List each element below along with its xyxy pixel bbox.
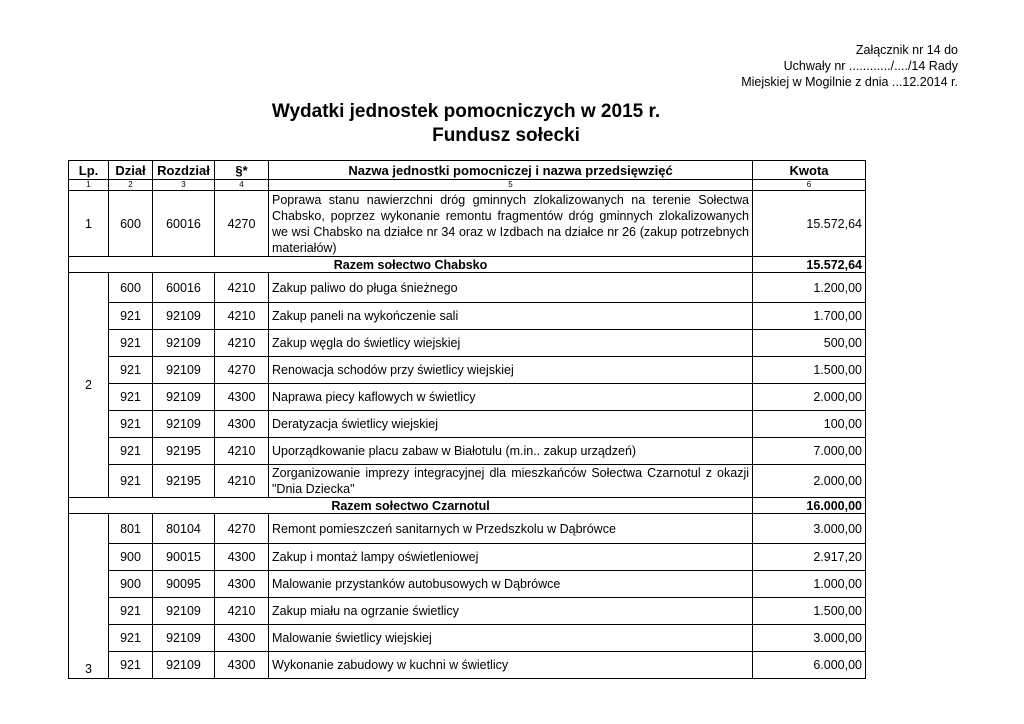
sum-label: Razem sołectwo Chabsko xyxy=(69,257,753,273)
header-dzial: Dział xyxy=(109,161,153,180)
header-name: Nazwa jednostki pomocniczej i nazwa przedsięwzięć xyxy=(269,161,753,180)
lp-cell: 3 xyxy=(69,514,109,679)
rozdzial-cell: 60016 xyxy=(153,273,215,303)
lp-cell: 1 xyxy=(69,191,109,257)
name-cell: Renowacja schodów przy świetlicy wiejskiej xyxy=(269,357,753,384)
kwota-cell: 7.000,00 xyxy=(753,438,866,465)
dzial-cell: 900 xyxy=(109,544,153,571)
table-row xyxy=(69,384,866,411)
kwota-cell: 1.700,00 xyxy=(753,303,866,330)
header-rozdzial: Rozdział xyxy=(153,161,215,180)
table-row xyxy=(69,544,866,571)
kwota-cell: 1.000,00 xyxy=(753,571,866,598)
name-cell: Uporządkowanie placu zabaw w Białotulu (m.in.. zakup urządzeń) xyxy=(269,438,753,465)
name-cell: Zakup paneli na wykończenie sali xyxy=(269,303,753,330)
table-header-row xyxy=(69,161,866,180)
kwota-cell: 1.500,00 xyxy=(753,357,866,384)
paragraph-cell: 4210 xyxy=(215,330,269,357)
paragraph-cell: 4210 xyxy=(215,273,269,303)
dzial-cell: 600 xyxy=(109,191,153,257)
dzial-cell: 600 xyxy=(109,273,153,303)
table-row xyxy=(69,330,866,357)
rozdzial-cell: 92109 xyxy=(153,598,215,625)
rozdzial-cell: 92109 xyxy=(153,384,215,411)
table-row xyxy=(69,652,866,679)
rozdzial-cell: 92109 xyxy=(153,330,215,357)
dzial-cell: 921 xyxy=(109,357,153,384)
paragraph-cell: 4270 xyxy=(215,357,269,384)
attachment-line-2: Uchwały nr ............/..../14 Rady xyxy=(783,59,958,73)
rozdzial-cell: 92109 xyxy=(153,652,215,679)
paragraph-cell: 4300 xyxy=(215,384,269,411)
rozdzial-cell: 92109 xyxy=(153,357,215,384)
paragraph-cell: 4300 xyxy=(215,571,269,598)
table-row xyxy=(69,191,866,257)
table-row xyxy=(69,303,866,330)
paragraph-cell: 4210 xyxy=(215,303,269,330)
dzial-cell: 921 xyxy=(109,465,153,498)
sum-value: 16.000,00 xyxy=(753,498,866,514)
name-cell: Remont pomieszczeń sanitarnych w Przedszkolu w Dąbrówce xyxy=(269,514,753,544)
dzial-cell: 921 xyxy=(109,303,153,330)
expenses-table xyxy=(68,160,866,679)
paragraph-cell: 4300 xyxy=(215,544,269,571)
dzial-cell: 801 xyxy=(109,514,153,544)
rozdzial-cell: 90095 xyxy=(153,571,215,598)
dzial-cell: 921 xyxy=(109,598,153,625)
lp-cell: 2 xyxy=(69,273,109,498)
table-row xyxy=(69,438,866,465)
paragraph-cell: 4300 xyxy=(215,411,269,438)
paragraph-cell: 4210 xyxy=(215,438,269,465)
table-row xyxy=(69,465,866,498)
name-cell: Malowanie świetlicy wiejskiej xyxy=(269,625,753,652)
sum-label: Razem sołectwo Czarnotul xyxy=(69,498,753,514)
kwota-cell: 1.200,00 xyxy=(753,273,866,303)
table-row xyxy=(69,273,866,303)
name-cell: Zakup węgla do świetlicy wiejskiej xyxy=(269,330,753,357)
rozdzial-cell: 80104 xyxy=(153,514,215,544)
rozdzial-cell: 92109 xyxy=(153,625,215,652)
name-cell: Poprawa stanu nawierzchni dróg gminnych zlokalizowanych na terenie Sołectwa Chabsko, poprzez wykonanie remontu fragmentów dróg gminnych zlokalizowanych we wsi Chabsko na działce nr 34 oraz w Izdbach na działce nr 26 (zakup potrzebnych materiałów) xyxy=(269,191,753,257)
dzial-cell: 921 xyxy=(109,330,153,357)
table-row xyxy=(69,598,866,625)
paragraph-cell: 4210 xyxy=(215,598,269,625)
table-row xyxy=(69,357,866,384)
kwota-cell: 15.572,64 xyxy=(753,191,866,257)
dzial-cell: 921 xyxy=(109,652,153,679)
header-lp: Lp. xyxy=(69,161,109,180)
col-number: 2 xyxy=(109,180,153,191)
paragraph-cell: 4300 xyxy=(215,625,269,652)
kwota-cell: 2.000,00 xyxy=(753,465,866,498)
table-row xyxy=(69,514,866,544)
dzial-cell: 921 xyxy=(109,384,153,411)
dzial-cell: 921 xyxy=(109,411,153,438)
kwota-cell: 100,00 xyxy=(753,411,866,438)
page-title xyxy=(0,100,932,148)
kwota-cell: 500,00 xyxy=(753,330,866,357)
rozdzial-cell: 92195 xyxy=(153,438,215,465)
rozdzial-cell: 92195 xyxy=(153,465,215,498)
dzial-cell: 921 xyxy=(109,625,153,652)
paragraph-cell: 4210 xyxy=(215,465,269,498)
rozdzial-cell: 92109 xyxy=(153,303,215,330)
table-row xyxy=(69,411,866,438)
kwota-cell: 3.000,00 xyxy=(753,625,866,652)
name-cell: Wykonanie zabudowy w kuchni w świetlicy xyxy=(269,652,753,679)
col-number: 3 xyxy=(153,180,215,191)
dzial-cell: 900 xyxy=(109,571,153,598)
table-row xyxy=(69,571,866,598)
col-number: 6 xyxy=(753,180,866,191)
kwota-cell: 2.000,00 xyxy=(753,384,866,411)
title-line-1: Wydatki jednostek pomocniczych w 2015 r. xyxy=(271,101,661,122)
attachment-note xyxy=(741,42,958,90)
col-number: 1 xyxy=(69,180,109,191)
kwota-cell: 1.500,00 xyxy=(753,598,866,625)
name-cell: Zakup paliwo do pługa śnieżnego xyxy=(269,273,753,303)
attachment-line-3: Miejskiej w Mogilnie z dnia ...12.2014 r. xyxy=(741,75,958,89)
kwota-cell: 2.917,20 xyxy=(753,544,866,571)
header-paragraph: §* xyxy=(215,161,269,180)
rozdzial-cell: 92109 xyxy=(153,411,215,438)
name-cell: Zakup miału na ogrzanie świetlicy xyxy=(269,598,753,625)
attachment-line-1: Załącznik nr 14 do xyxy=(855,43,958,57)
paragraph-cell: 4270 xyxy=(215,191,269,257)
paragraph-cell: 4300 xyxy=(215,652,269,679)
name-cell: Naprawa piecy kaflowych w świetlicy xyxy=(269,384,753,411)
sum-row xyxy=(69,498,866,514)
rozdzial-cell: 90015 xyxy=(153,544,215,571)
column-number-row xyxy=(69,180,866,191)
title-line-2: Fundusz sołecki xyxy=(432,125,580,146)
paragraph-cell: 4270 xyxy=(215,514,269,544)
sum-value: 15.572,64 xyxy=(753,257,866,273)
sum-row xyxy=(69,257,866,273)
rozdzial-cell: 60016 xyxy=(153,191,215,257)
header-kwota: Kwota xyxy=(753,161,866,180)
kwota-cell: 3.000,00 xyxy=(753,514,866,544)
col-number: 5 xyxy=(269,180,753,191)
table-row xyxy=(69,625,866,652)
name-cell: Malowanie przystanków autobusowych w Dąbrówce xyxy=(269,571,753,598)
name-cell: Deratyzacja świetlicy wiejskiej xyxy=(269,411,753,438)
kwota-cell: 6.000,00 xyxy=(753,652,866,679)
col-number: 4 xyxy=(215,180,269,191)
name-cell: Zorganizowanie imprezy integracyjnej dla mieszkańców Sołectwa Czarnotul z okazji "Dnia Dziecka" xyxy=(269,465,753,498)
name-cell: Zakup i montaż lampy oświetleniowej xyxy=(269,544,753,571)
dzial-cell: 921 xyxy=(109,438,153,465)
